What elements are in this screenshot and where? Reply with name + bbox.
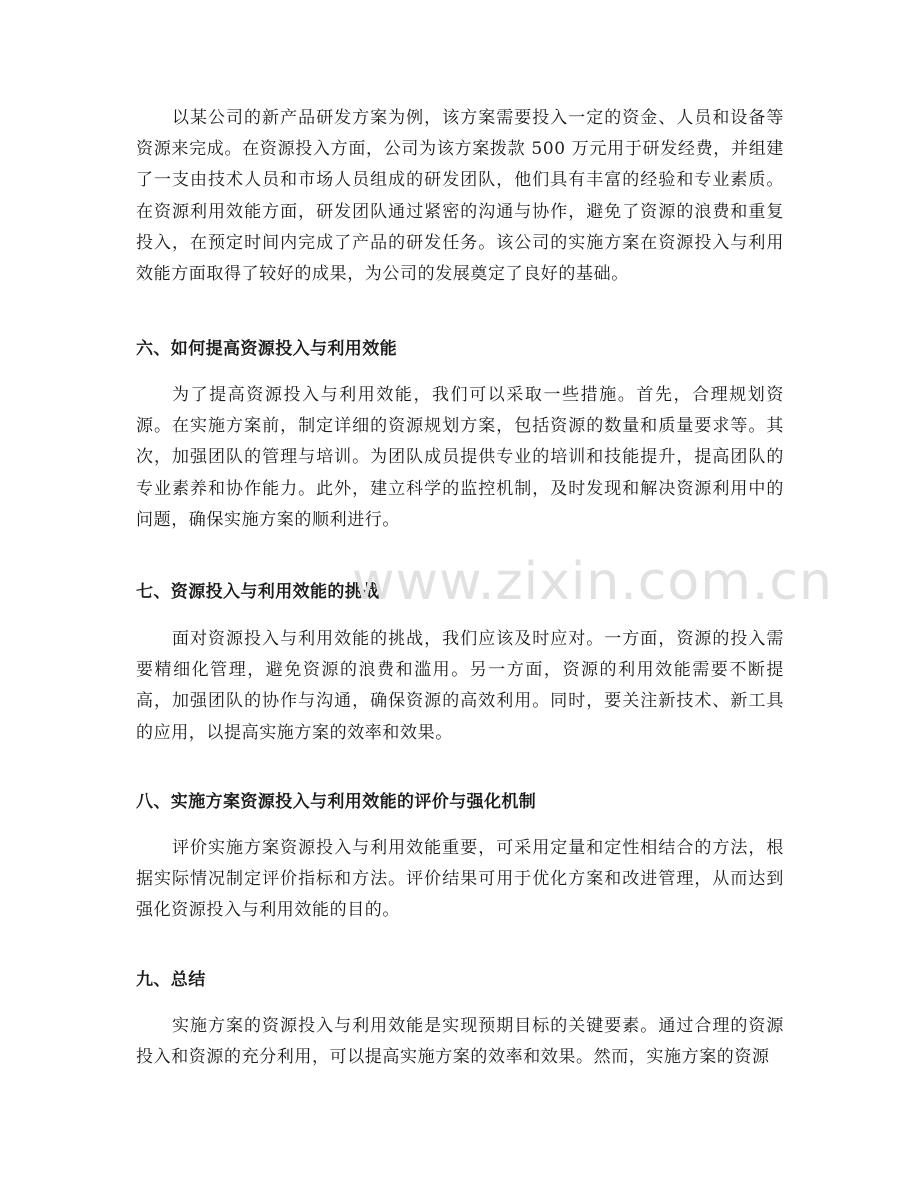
section-body-8: 评价实施方案资源投入与利用效能重要，可采用定量和定性相结合的方法，根据实际情况制定评价指标和方法。评价结果可用于优化方案和改进管理，从而达到强化资源投入与利用效能的目的。: [136, 838, 784, 921]
section-body-6: 为了提高资源投入与利用效能，我们可以采取一些措施。首先，合理规划资源。在实施方案前，制定详细的资源规划方案，包括资源的数量和质量要求等。其次，加强团队的管理与培训。为团队成员提供专业的培训和技能提升，提高团队的专业素养和协作能力。此外，建立科学的监控机制，及时发现和解决资源利用中的问题，确保实施方案的顺利进行。: [136, 385, 784, 530]
section-body-7: 面对资源投入与利用效能的挑战，我们应该及时应对。一方面，资源的投入需要精细化管理，避免资源的浪费和滥用。另一方面，资源的利用效能需要不断提高，加强团队的协作与沟通，确保资源的高效利用。同时，要关注新技术、新工具的应用，以提高实施方案的效率和效果。: [136, 629, 784, 743]
section-heading-6: 六、如何提高资源投入与利用效能: [136, 339, 397, 359]
intro-paragraph: 以某公司的新产品研发方案为例，该方案需要投入一定的资金、人员和设备等资源来完成。在资源投入方面，公司为该方案拨款 500 万元用于研发经费，并组建了一支由技术人员和市场人员组成的研发团队，他们具有丰富的经验和专业素质。在资源利用效能方面，研发团队通过紧密的沟通与协作，避免了资源的浪费和重复投入，在预定时间内完成了产品的研发任务。该公司的实施方案在资源投入与利用效能方面取得了较好的成果，为公司的发展奠定了良好的基础。: [136, 108, 784, 285]
watermark-text: www.zixin.com.cn: [352, 552, 833, 612]
section-heading-9: 九、总结: [136, 970, 206, 990]
section-heading-7: 七、资源投入与利用效能的挑战: [136, 582, 380, 602]
section-heading-8: 八、实施方案资源投入与利用效能的评价与强化机制: [136, 792, 537, 812]
section-body-9: 实施方案的资源投入与利用效能是实现预期目标的关键要素。通过合理的资源投入和资源的充分利用，可以提高实施方案的效率和效果。然而，实施方案的资源: [136, 1016, 784, 1068]
